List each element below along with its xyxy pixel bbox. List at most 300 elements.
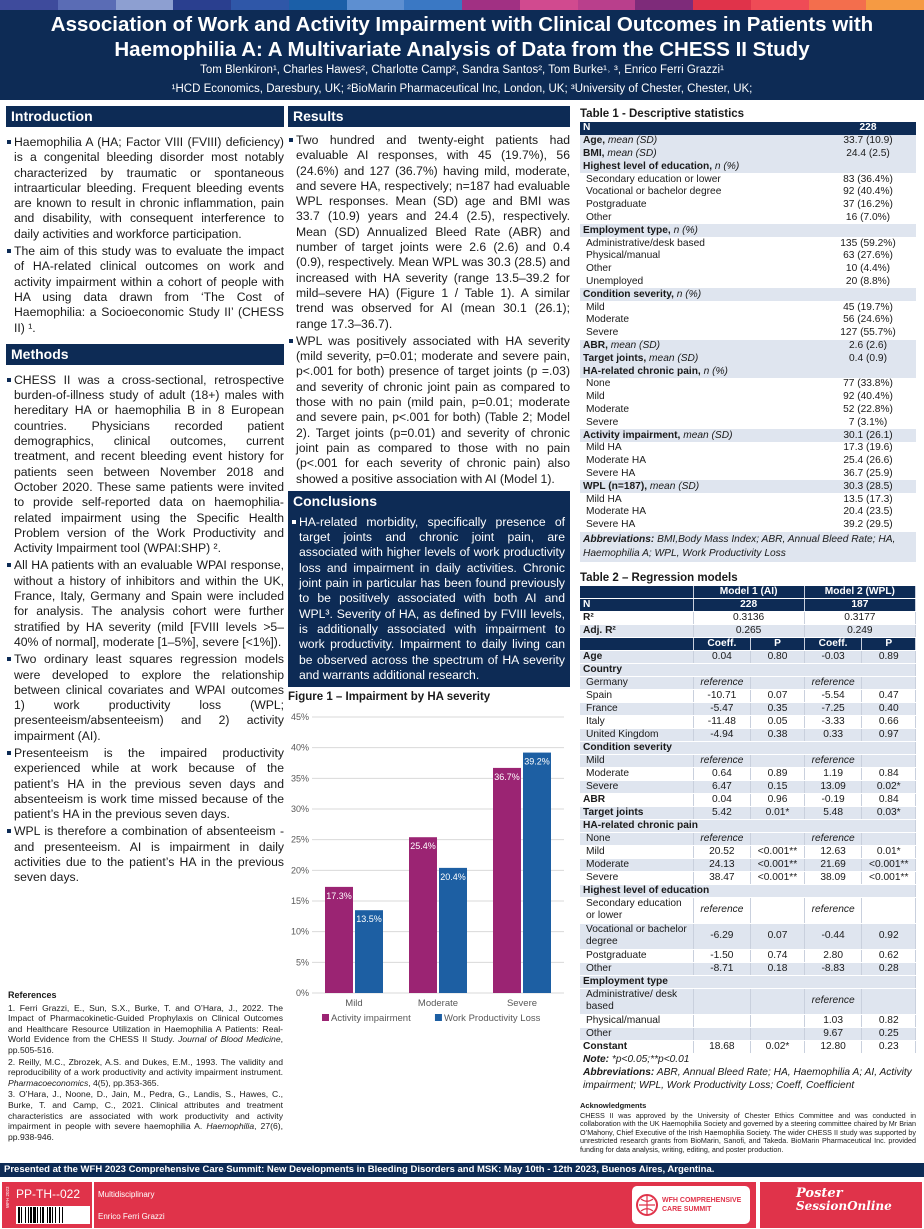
- table1-row: [580, 480, 916, 493]
- color-strip-segment: [462, 0, 520, 10]
- table2-cell: 0.64: [693, 767, 751, 780]
- label-text: Secondary education or lower: [586, 173, 721, 185]
- stat-label: N: [580, 598, 693, 611]
- introduction-heading: Introduction: [6, 106, 284, 127]
- table2-cell: 1.19: [804, 767, 862, 780]
- table2-cell: 0.25: [862, 1027, 916, 1040]
- table2-row: [580, 923, 916, 949]
- table2-cell: 0.74: [751, 949, 805, 962]
- table2-cell: 5.48: [804, 806, 862, 819]
- acknowledgments-text: CHESS II was approved by the University of Chester Ethics Committee and was conducted in collaboration with the UK Haemophilia Society and governed by a steering committee chaired by Mr Brian O’Mahony, Chief Executive of the Irish Haemophilia Society. The wider CHESS II study was supported by unrestricted research grants from BioMarin, Sanofi, and Takeda. BioMarin Pharmaceutical Inc. provided funding for data analysis, writing, editing, and poster production.: [580, 1110, 916, 1154]
- table2-cell: -5.54: [804, 689, 862, 702]
- table2-cell: 0.01*: [751, 806, 805, 819]
- table1-label: [580, 468, 820, 481]
- presenter-name: Enrico Ferri Grazzi: [98, 1212, 165, 1221]
- header-color-strip: [0, 0, 924, 10]
- label-text: Postgraduate: [586, 199, 647, 211]
- table1-value: 52 (22.8%): [843, 403, 893, 415]
- label-text: Employment type,: [583, 224, 671, 236]
- table2-cell: reference: [693, 676, 751, 689]
- table2-cell: 0.28: [862, 962, 916, 975]
- label-text: Mild: [586, 301, 605, 313]
- table2-cell: Coeff.: [693, 637, 751, 650]
- wfh-logo-line: CARE SUMMIT: [662, 1206, 712, 1213]
- bar-activity-impairment: [325, 887, 353, 993]
- methods-paragraph: Presenteeism is the impaired productivity experienced while at work because of the patient’s HA in the previous seven days and absenteeism is work time missed because of the patient’s HA in the previous seven days.: [6, 746, 284, 822]
- table1-row: [580, 314, 916, 327]
- y-tick-label: 5%: [295, 957, 309, 968]
- table2-cell: [751, 988, 805, 1014]
- table2-stat-row: [580, 598, 916, 611]
- author-list: Tom Blenkiron¹, Charles Hawes², Charlotte Camp², Sandra Santos², Tom Burke¹˒ ³, Enrico Ferri Grazzi¹: [200, 64, 724, 76]
- table2-row: [580, 949, 916, 962]
- table2-row: [580, 1040, 916, 1053]
- reference-journal: Pharmacoeconomics: [8, 1077, 89, 1088]
- references-heading: References: [8, 990, 57, 1000]
- table2-cell: reference: [804, 832, 862, 845]
- bar-data-label: 17.3%: [326, 890, 352, 901]
- label-text: WPL (n=187),: [583, 480, 648, 492]
- impairment-bar-chart: [288, 703, 570, 1033]
- table1-value: 92 (40.4%): [843, 391, 893, 403]
- y-tick-label: 45%: [290, 712, 309, 723]
- table2-cell: [862, 754, 916, 767]
- table2-cell: 0.38: [751, 728, 805, 741]
- table1-label: [580, 327, 820, 340]
- table2-cell: 0.89: [751, 767, 805, 780]
- table2-cell: -10.71: [693, 689, 751, 702]
- table1-row: [580, 429, 916, 442]
- table2-row: [580, 754, 916, 767]
- barcode-icon: [16, 1206, 90, 1224]
- stat-value-model1: 0.265: [693, 624, 804, 637]
- label-text: Activity impairment,: [583, 429, 681, 441]
- table2-row: [580, 871, 916, 884]
- table2-cell: [751, 676, 805, 689]
- table2-category: Country: [580, 663, 916, 676]
- y-tick-label: 15%: [290, 896, 309, 907]
- label-text: Moderate HA: [586, 506, 647, 518]
- table2-abbreviations: [580, 1067, 916, 1093]
- table1-value: 37 (16.2%): [843, 199, 893, 211]
- conclusions-heading: Conclusions: [288, 491, 570, 512]
- references: [8, 990, 283, 1142]
- table2-cell: [693, 988, 751, 1014]
- color-strip-segment: [635, 0, 693, 10]
- table2-cell: reference: [804, 988, 862, 1014]
- table1-label: [580, 340, 820, 353]
- pso-logo-line1: Poster: [796, 1186, 843, 1201]
- label-unit: mean (SD): [605, 135, 658, 147]
- table2-cell: Other: [580, 962, 693, 975]
- table2-row: [580, 988, 916, 1014]
- results-paragraph: WPL was positively associated with HA severity (mild severity, p=0.01; moderate and severe pain, p<.001 for both) presence of target joints (p =.03) and severity of chronic joint pain as compared to those with no pain (mild pain, p=0.01; moderate and severe pain, p<.001 for both) (Table 2; Model 2). Target joints (p=0.01) and severity of chronic joint pain as compared to those with no pain (p<.001 for each severity of chronic pain) also showed a positive association with AI (Model 1).: [288, 334, 570, 487]
- table2-row: [580, 845, 916, 858]
- table2-category-row: [580, 975, 916, 988]
- table2-row: [580, 793, 916, 806]
- introduction-paragraph: The aim of this study was to evaluate the impact of HA-related clinical outcomes on work and activity impairment within a cohort of people with HA using data drawn from ‘The Cost of Haemophilia: a Socioeconomic Study II’ (CHESS II) ¹.: [6, 244, 284, 336]
- table2-category-row: [580, 819, 916, 832]
- table2-cell: 0.02*: [862, 780, 916, 793]
- results-heading: Results: [288, 106, 570, 127]
- label-text: Condition severity,: [583, 288, 674, 300]
- table2-cell: 0.82: [862, 1014, 916, 1027]
- table1-label: [580, 429, 820, 442]
- table2-cell: 20.52: [693, 845, 751, 858]
- table1-value: 20 (8.8%): [845, 275, 891, 287]
- table2-cell: 0.07: [751, 923, 805, 949]
- table2-cell: Physical/manual: [580, 1014, 693, 1027]
- table2-category: Condition severity: [580, 741, 916, 754]
- table2-row: [580, 806, 916, 819]
- label-text: Mild HA: [586, 493, 622, 505]
- legend-swatch: [435, 1014, 442, 1021]
- wfh-globe-icon: [636, 1194, 658, 1216]
- table1-row: [580, 519, 916, 532]
- table2-cell: <0.001**: [751, 871, 805, 884]
- table2-cell: 38.09: [804, 871, 862, 884]
- table1-label: [580, 199, 820, 212]
- wfh-summit-logo: [632, 1186, 750, 1224]
- table2-cell: 0.07: [751, 689, 805, 702]
- table1-value: 77 (33.8%): [843, 378, 893, 390]
- y-tick-label: 0%: [295, 988, 309, 999]
- reference-item: [8, 1089, 283, 1142]
- table2-cell: 0.23: [862, 1040, 916, 1053]
- table1-value: 20.4 (23.5): [843, 506, 893, 518]
- table2-row: [580, 728, 916, 741]
- bar-work-productivity-loss: [439, 868, 467, 993]
- stat-value-model2: 187: [804, 598, 915, 611]
- table1-value: 10 (4.4%): [845, 263, 891, 275]
- table1-row: [580, 340, 916, 353]
- note-text: *p<0.05;**p<0.01: [609, 1053, 690, 1065]
- y-tick-label: 10%: [290, 926, 309, 937]
- table2-cell: 0.40: [862, 702, 916, 715]
- label-text: N: [583, 122, 591, 134]
- table2-cell: Severe: [580, 780, 693, 793]
- table1-row: [580, 288, 916, 301]
- methods-paragraph: All HA patients with an evaluable WPAI response, without a history of inhibitors and within the UK, France, Italy, Germany and Spain were included for analysis. The analysis cohort were further stratified by HA severity (mild [FVIII levels >5–40% of normal], moderate [1–5%], severe [<1%]).: [6, 558, 284, 650]
- reference-item: [8, 1057, 283, 1089]
- table2-cell: 0.62: [862, 949, 916, 962]
- label-text: Moderate: [586, 403, 630, 415]
- table1-label: [580, 365, 820, 378]
- bar-activity-impairment: [409, 837, 437, 993]
- methods-body: [6, 373, 284, 886]
- table2-title: Table 2 – Regression models: [580, 571, 738, 584]
- table1-label: [580, 480, 820, 493]
- table1-row: [580, 327, 916, 340]
- table2-category-row: [580, 741, 916, 754]
- table2-cell: 13.09: [804, 780, 862, 793]
- table1-label: [580, 135, 820, 148]
- table1-row: [580, 173, 916, 186]
- abbr-label: Abbreviations:: [583, 533, 655, 545]
- bar-data-label: 39.2%: [524, 756, 550, 767]
- table2-cell: None: [580, 832, 693, 845]
- table1-abbreviations: [580, 532, 916, 562]
- bottom-bar: [0, 1179, 924, 1229]
- reference-text: , pp.505-516.: [8, 1034, 284, 1055]
- table2-cell: [580, 586, 693, 599]
- table1-label: [580, 148, 820, 161]
- color-strip-segment: [520, 0, 578, 10]
- table2-cell: reference: [693, 897, 751, 923]
- bar-data-label: 36.7%: [494, 772, 520, 783]
- label-text: Mild HA: [586, 442, 622, 454]
- abbr-text: BMI,Body Mass Index; ABR, Annual Bleed Rate; HA, Haemophilia A; WPL, Work Productivity Loss: [583, 533, 896, 559]
- table2-cell: P: [751, 637, 805, 650]
- table2-cell: <0.001**: [751, 858, 805, 871]
- note-label: Note:: [583, 1053, 610, 1065]
- stat-label: R²: [580, 611, 693, 624]
- table2-cell: <0.001**: [862, 871, 916, 884]
- table1-row: [580, 186, 916, 199]
- right-column: [580, 108, 916, 1094]
- table2-cell: -0.19: [804, 793, 862, 806]
- table2-cell: 0.15: [751, 780, 805, 793]
- table1-value: 45 (19.7%): [843, 301, 893, 313]
- table1-label: [580, 416, 820, 429]
- table2-cell: 0.97: [862, 728, 916, 741]
- label-text: Target joints,: [583, 352, 647, 364]
- table2-row: [580, 650, 916, 663]
- stat-value-model1: 0.3136: [693, 611, 804, 624]
- color-strip-segment: [347, 0, 405, 10]
- table1-value: 228: [820, 122, 916, 135]
- table1-value: 16 (7.0%): [845, 211, 891, 223]
- table2-cell: Spain: [580, 689, 693, 702]
- bar-data-label: 13.5%: [356, 914, 382, 925]
- table2-cell: Secondary education or lower: [580, 897, 693, 923]
- label-unit: mean (SD): [607, 339, 660, 351]
- table1-label: [580, 276, 820, 289]
- label-unit: mean (SD): [604, 147, 657, 159]
- table2-cell: France: [580, 702, 693, 715]
- table1-label: [580, 288, 820, 301]
- table2-cell: reference: [804, 676, 862, 689]
- table2-stat-row: [580, 611, 916, 624]
- acknowledgments: [580, 1102, 916, 1155]
- table2-cell: 38.47: [693, 871, 751, 884]
- conclusions-paragraph: HA-related morbidity, specifically presence of target joints and chronic joint pain, are associated with higher levels of work productivity loss and impairment in daily activities. Chronic joint pain in particular has been found previously to be positively associated with both AI and WPL³. Severity of HA, as defined by FVIII levels, is additionally associated with impairment to work productivity. Impairment to daily living can be observed across the spectrum of HA severity and warrants additional research.: [291, 515, 565, 683]
- table2-cell: [751, 754, 805, 767]
- table1-row: [580, 365, 916, 378]
- table1-row: [580, 442, 916, 455]
- table1-value: 7 (3.1%): [848, 416, 888, 428]
- table2-cell: [693, 1014, 751, 1027]
- table1-row: [580, 135, 916, 148]
- label-text: BMI,: [583, 147, 605, 159]
- label-unit: n (%): [670, 224, 698, 236]
- label-text: Vocational or bachelor degree: [586, 186, 722, 198]
- label-text: ABR,: [583, 339, 608, 351]
- table2-cell: -3.33: [804, 715, 862, 728]
- label-text: HA-related chronic pain,: [583, 365, 701, 377]
- poster-session-online-logo: [760, 1182, 922, 1228]
- table1-row: [580, 416, 916, 429]
- table2-cell: [862, 832, 916, 845]
- table1-value: 30.1 (26.1): [820, 429, 916, 442]
- abbr-text: ABR, Annual Bleed Rate; HA, Haemophilia A; AI, Activity impairment; WPL, Work Productivity Loss; Coeff, Coefficient: [583, 1067, 912, 1091]
- table2-cell: Moderate: [580, 767, 693, 780]
- table2-cell: ABR: [580, 793, 693, 806]
- table2-cell: reference: [693, 832, 751, 845]
- label-text: Administrative/desk based: [586, 237, 705, 249]
- conference-banner: Presented at the WFH 2023 Comprehensive Care Summit: New Developments in Bleeding Disorders and MSK: May 10th - 12th 2023, Buenos Aires, Argentina.: [0, 1163, 924, 1177]
- label-unit: n (%): [700, 365, 728, 377]
- table1-label: [580, 391, 820, 404]
- table1-label: [580, 186, 820, 199]
- table2-cell: 18.68: [693, 1040, 751, 1053]
- methods-paragraph: Two ordinary least squares regression models were developed to explore the relationship between clinical covariates and WPAI outcomes 1) work productivity loss (WPL; presenteeism/absenteeism) and 2) activity impairment (AI).: [6, 652, 284, 744]
- table2-cell: Severe: [580, 871, 693, 884]
- reference-text: 1. Ferri Grazzi, E., Sun, S.X., Burke, T. and O’Hara, J., 2022. The Impact of Pharmacokinetic-Guided Prophylaxis on Clinical Outcomes and Healthcare Resource Utilization in Haemophilia A Patients: Real-World Evidence from the CHESS II Study.: [8, 1002, 283, 1045]
- table1-value: 63 (27.6%): [843, 250, 893, 262]
- color-strip-segment: [578, 0, 636, 10]
- label-text: Age,: [583, 135, 606, 147]
- color-strip-segment: [0, 0, 58, 10]
- table1-title: Table 1 - Descriptive statistics: [580, 108, 745, 120]
- table1-label: [580, 301, 820, 314]
- table1-label: [580, 160, 820, 173]
- model1-header: Model 1 (AI): [693, 586, 804, 599]
- table2-cell: 2.80: [804, 949, 862, 962]
- abbr-label: Abbreviations:: [583, 1067, 655, 1079]
- y-tick-label: 25%: [290, 834, 309, 845]
- regression-models-table: [580, 586, 916, 1054]
- table2-cell: 0.84: [862, 767, 916, 780]
- color-strip-segment: [866, 0, 924, 10]
- table2-category: HA-related chronic pain: [580, 819, 916, 832]
- table1-label: [580, 122, 820, 135]
- table2-cell: 21.69: [804, 858, 862, 871]
- table2-cell: reference: [804, 897, 862, 923]
- bar-work-productivity-loss: [523, 753, 551, 993]
- table1-label: [580, 173, 820, 186]
- label-unit: n (%): [712, 160, 740, 172]
- label-text: Highest level of education,: [583, 160, 713, 172]
- table1-row: [580, 160, 916, 173]
- table2-stat-row: [580, 624, 916, 637]
- table2-cell: reference: [693, 754, 751, 767]
- color-strip-segment: [289, 0, 347, 10]
- middle-column: [288, 106, 570, 1038]
- wfh-logo-text: [662, 1196, 741, 1214]
- table1-label: [580, 455, 820, 468]
- table1-value: 33.7 (10.9): [820, 135, 916, 148]
- poster-code: PP-TH--022: [16, 1187, 81, 1201]
- table2-model-header: [580, 586, 916, 599]
- table2-cell: [751, 897, 805, 923]
- poster-header: [0, 10, 924, 100]
- table2-cell: United Kingdom: [580, 728, 693, 741]
- table2-cell: [693, 1027, 751, 1040]
- table1-label: [580, 237, 820, 250]
- table2-cell: 12.63: [804, 845, 862, 858]
- table2-cell: 0.84: [862, 793, 916, 806]
- table2-row: [580, 897, 916, 923]
- table1-row: [580, 250, 916, 263]
- stat-value-model2: 0.3177: [804, 611, 915, 624]
- table1-row: [580, 455, 916, 468]
- table1-label: [580, 404, 820, 417]
- table1-label: [580, 314, 820, 327]
- reference-item: [8, 1003, 283, 1056]
- table1-label: [580, 442, 820, 455]
- table1-row: [580, 122, 916, 135]
- table1-row: [580, 301, 916, 314]
- table2-cell: 0.05: [751, 715, 805, 728]
- poster-info-box: [94, 1182, 756, 1228]
- pso-logo-line2: SessionOnline: [796, 1199, 892, 1213]
- left-column: [6, 106, 284, 888]
- table2-cell: Postgraduate: [580, 949, 693, 962]
- table2-cell: 0.35: [751, 702, 805, 715]
- table1-value: 2.6 (2.6): [820, 340, 916, 353]
- table2-cell: -11.48: [693, 715, 751, 728]
- table2-cell: P: [862, 637, 916, 650]
- table2-row: [580, 962, 916, 975]
- stat-value-model1: 228: [693, 598, 804, 611]
- table1-value: 36.7 (25.9): [843, 467, 893, 479]
- table2-cell: 24.13: [693, 858, 751, 871]
- table1-label: [580, 224, 820, 237]
- label-unit: mean (SD): [646, 352, 699, 364]
- results-body: [288, 133, 570, 487]
- model2-header: Model 2 (WPL): [804, 586, 915, 599]
- table2-row: [580, 715, 916, 728]
- table1-value: 25.4 (26.6): [843, 455, 893, 467]
- table2-cell: 0.89: [862, 650, 916, 663]
- reference-text: , 4(5), pp.353-365.: [88, 1077, 159, 1088]
- table2-cell: -4.94: [693, 728, 751, 741]
- label-text: Other: [586, 211, 612, 223]
- label-text: Severe HA: [586, 519, 636, 531]
- table2-cell: <0.001**: [862, 858, 916, 871]
- stat-label: Adj. R²: [580, 624, 693, 637]
- table1-row: [580, 391, 916, 404]
- table2-category-row: [580, 884, 916, 897]
- table2-cell: 0.18: [751, 962, 805, 975]
- legend-swatch: [322, 1014, 329, 1021]
- wfh-logo-line: WFH COMPREHENSIVE: [662, 1197, 742, 1204]
- table2-cell: 0.02*: [751, 1040, 805, 1053]
- reference-text: , 27(6), pp.938-946.: [8, 1121, 284, 1142]
- table2-row: [580, 858, 916, 871]
- table1-row: [580, 352, 916, 365]
- table2-cell: 5.42: [693, 806, 751, 819]
- table2-cell: -0.03: [804, 650, 862, 663]
- label-text: Severe: [586, 416, 619, 428]
- table1-row: [580, 276, 916, 289]
- color-strip-segment: [231, 0, 289, 10]
- reference-journal: Haemophilia: [206, 1121, 255, 1132]
- label-text: None: [586, 378, 611, 390]
- label-text: Mild: [586, 391, 605, 403]
- table2-cell: -7.25: [804, 702, 862, 715]
- table1-label: [580, 378, 820, 391]
- table2-cell: 0.01*: [862, 845, 916, 858]
- label-unit: n (%): [673, 288, 702, 300]
- table2-cell: -1.50: [693, 949, 751, 962]
- table2-cell: [862, 897, 916, 923]
- table2-cell: -6.29: [693, 923, 751, 949]
- y-tick-label: 20%: [290, 865, 309, 876]
- table2-cell: 0.80: [751, 650, 805, 663]
- table2-category: Highest level of education: [580, 884, 916, 897]
